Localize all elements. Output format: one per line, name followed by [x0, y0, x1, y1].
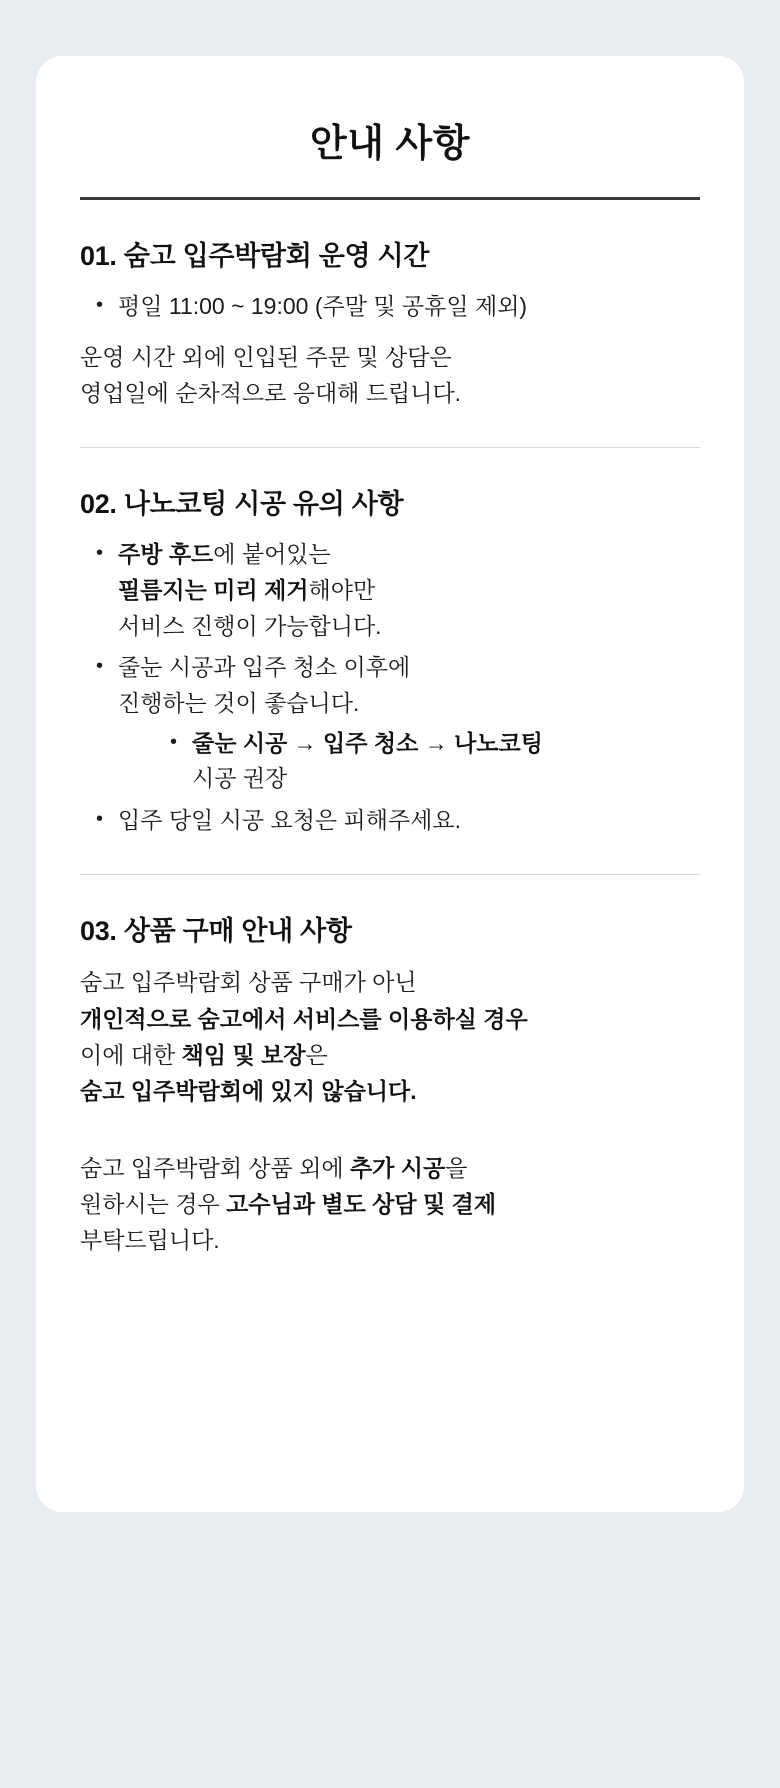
list-item — [80, 537, 700, 644]
paragraph-03-2-line2-bold: 고수님과 별도 상담 및 결제 — [226, 1191, 497, 1218]
paragraph-03-2-line2 — [80, 1186, 700, 1222]
paragraph-01-line1: 운영 시간 외에 인입된 주문 및 상담은 — [80, 343, 452, 370]
paragraph-03-1-line4 — [80, 1073, 700, 1109]
paragraph-03-1-line3-post: 은 — [305, 1042, 328, 1069]
bullet-02-1-line1 — [118, 537, 700, 573]
bullet-02-1-line1-rest: 에 붙어있는 — [213, 541, 331, 568]
subbullet-line2: 시공 권장 — [192, 765, 288, 792]
section-purchase-notice — [80, 875, 700, 1258]
bullet-02-1-line2 — [118, 573, 700, 609]
bullet-02-1-line2-rest: 해야만 — [308, 576, 376, 603]
subbullet-line1 — [192, 726, 700, 762]
bullet-02-1-line1-bold: 주방 후드 — [118, 541, 214, 568]
bullet-02-1-line2-bold: 필름지는 미리 제거 — [118, 576, 309, 603]
list-item — [80, 650, 700, 797]
paragraph-03-2-line2-pre: 원하시는 경우 — [80, 1191, 227, 1218]
subbullet-line1-bold: 줄눈 시공 → 입주 청소 → 나노코팅 — [192, 729, 543, 756]
section-heading-01: 01. 숨고 입주박람회 운영 시간 — [80, 241, 430, 271]
paragraph-03-1-line3-pre: 이에 대한 — [80, 1042, 182, 1069]
paragraph-01-line2: 영업일에 순차적으로 응대해 드립니다. — [80, 379, 462, 406]
paragraph-03-2-line1-post: 을 — [445, 1154, 468, 1181]
paragraph-03-1-line4-bold: 숨고 입주박람회에 있지 않습니다. — [80, 1078, 417, 1105]
paragraph-03-2-line3: 부탁드립니다. — [80, 1227, 220, 1254]
paragraph-03-2-line1-pre: 숨고 입주박람회 상품 외에 — [80, 1154, 350, 1181]
paragraph-03-1-line1: 숨고 입주박람회 상품 구매가 아닌 — [80, 969, 417, 996]
sub-bullet-list-02 — [118, 726, 700, 797]
list-item — [158, 726, 700, 797]
list-item: • 입주 당일 시공 요청은 피해주세요. — [80, 803, 700, 839]
bullet-02-2-line2: 진행하는 것이 좋습니다. — [118, 689, 360, 716]
bullet-list-01 — [80, 289, 700, 325]
paragraph-03-1-line3-bold: 책임 및 보장 — [181, 1042, 306, 1069]
paragraph-03-1 — [80, 964, 700, 1109]
section-operating-hours — [80, 200, 700, 448]
bullet-02-1-line3: 서비스 진행이 가능합니다. — [118, 612, 382, 639]
paragraph-03-1-line2 — [80, 1001, 700, 1037]
paragraph-01 — [80, 339, 700, 412]
page-title: 안내 사항 — [310, 123, 470, 165]
paragraph-03-1-line2-bold: 개인적으로 숨고에서 서비스를 이용하실 경우 — [80, 1005, 528, 1032]
section-heading-03: 03. 상품 구매 안내 사항 — [80, 916, 352, 947]
paragraph-03-2-line1-bold: 추가 시공 — [349, 1154, 446, 1181]
paragraph-03-2-line1 — [80, 1150, 700, 1186]
bullet-list-02 — [80, 537, 700, 838]
section-heading-02: 02. 나노코팅 시공 유의 사항 — [80, 489, 404, 520]
paragraph-03-2 — [80, 1150, 700, 1259]
section-nanocoating-cautions — [80, 448, 700, 875]
bullet-02-2-line1: • 줄눈 시공과 입주 청소 이후에 — [118, 654, 411, 681]
paragraph-03-1-line3 — [80, 1037, 700, 1073]
list-item: • 평일 11:00 ~ 19:00 (주말 및 공휴일 제외) — [80, 289, 700, 325]
notice-card — [36, 56, 744, 1512]
